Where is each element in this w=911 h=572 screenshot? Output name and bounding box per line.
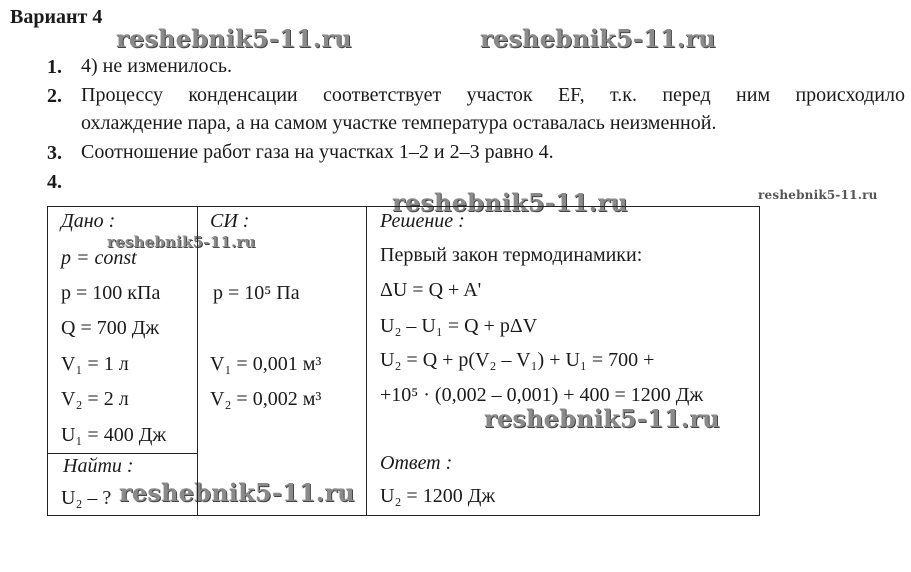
si-item: V₁ = 0,001 м³	[210, 353, 322, 375]
si-item: V₂ = 0,002 м³	[210, 388, 322, 410]
watermark: reshebnik5-11.ru	[484, 404, 720, 433]
given-header: Дано :	[61, 210, 116, 232]
watermark: reshebnik5-11.ru	[116, 24, 352, 53]
find-header: Найти :	[63, 455, 134, 477]
answer-header: Ответ :	[380, 452, 453, 474]
watermark: reshebnik5-11.ru	[392, 188, 628, 217]
item-number: 1.	[47, 56, 62, 78]
solution-line: +10⁵ · (0,002 – 0,001) + 400 = 1200 Дж	[380, 384, 704, 406]
given-item: V₁ = 1 л	[61, 353, 129, 375]
si-item: p = 10⁵ Па	[213, 282, 300, 304]
solution-table	[47, 206, 760, 516]
item-text: охлаждение пара, а на самом участке температура оставалась неизменной.	[81, 112, 717, 134]
page-title: Вариант 4	[10, 6, 103, 28]
solution-line: U₂ – U₁ = Q + pΔV	[380, 315, 538, 337]
find-item: U₂ – ?	[61, 487, 112, 509]
given-item: V₂ = 2 л	[61, 388, 129, 410]
item-number: 3.	[47, 142, 62, 164]
solution-line: U₂ = Q + p(V₂ – V₁) + U₁ = 700 +	[380, 349, 655, 371]
watermark: reshebnik5-11.ru	[758, 188, 878, 202]
solution-header: Решение :	[380, 210, 465, 232]
given-item: p = 100 кПа	[61, 282, 161, 304]
solution-line: Первый закон термодинамики:	[380, 244, 643, 266]
given-item: Q = 700 Дж	[61, 317, 160, 339]
item-text: 4) не изменилось.	[81, 55, 232, 77]
watermark: reshebnik5-11.ru	[480, 24, 716, 53]
row-divider	[48, 453, 197, 454]
column-divider	[366, 207, 367, 515]
watermark: reshebnik5-11.ru	[119, 478, 355, 507]
given-item: U₁ = 400 Дж	[61, 424, 167, 446]
solution-line: ΔU = Q + A'	[380, 279, 482, 301]
watermark: reshebnik5-11.ru	[107, 233, 256, 251]
item-number: 2.	[47, 85, 62, 107]
item-text: Соотношение работ газа на участках 1–2 и 2–3 равно 4.	[81, 141, 554, 163]
item-number: 4.	[47, 171, 62, 193]
si-header: СИ :	[210, 210, 250, 232]
given-item: p = const	[61, 247, 137, 269]
answer-value: U₂ = 1200 Дж	[380, 485, 496, 507]
item-text: Процессу конденсации соответствует участок EF, т.к. перед ним происходило	[81, 84, 905, 106]
column-divider	[197, 207, 198, 515]
